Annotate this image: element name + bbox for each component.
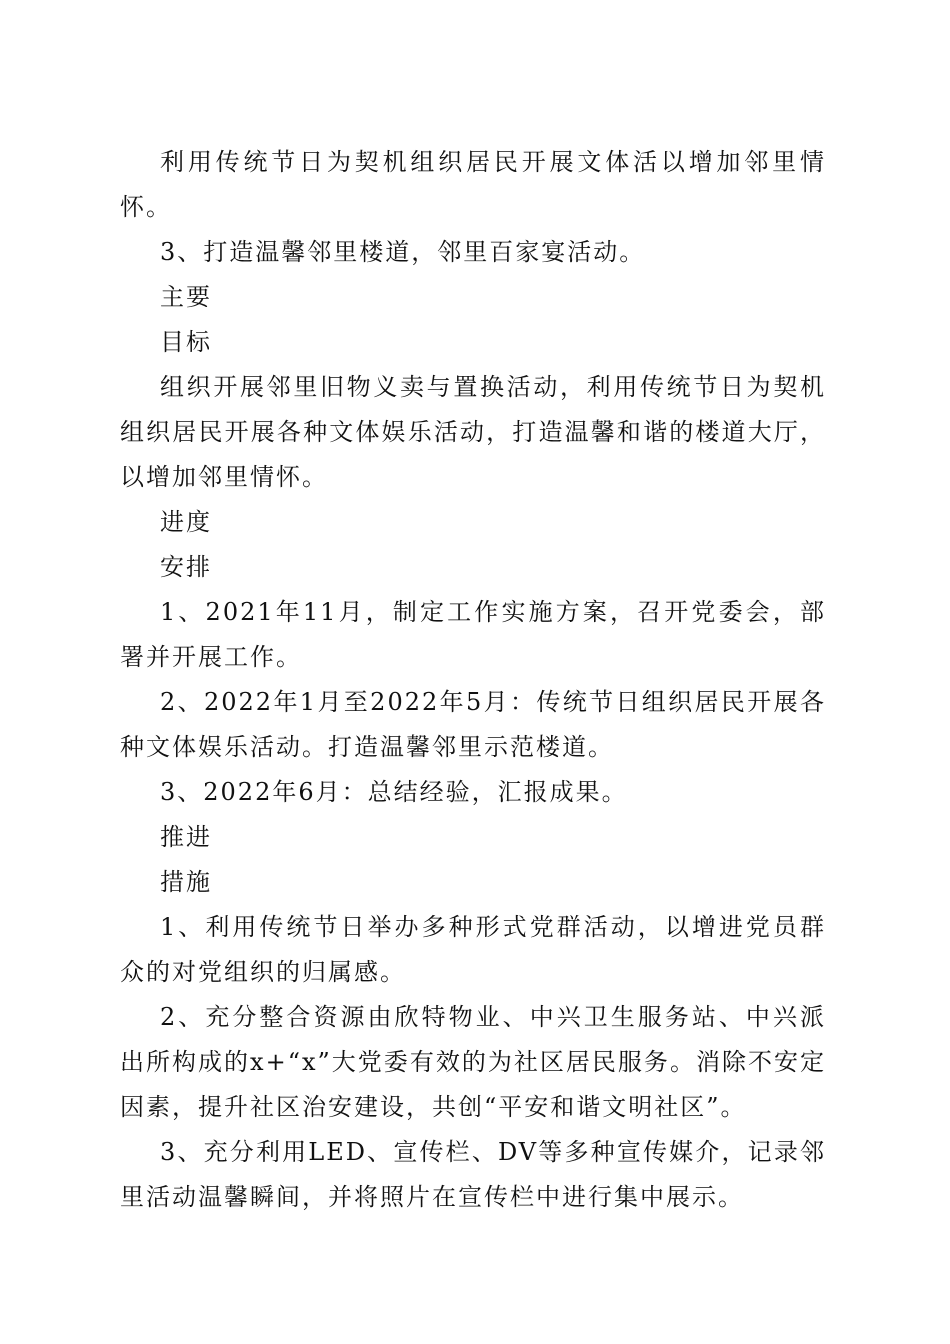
- paragraph: 1、利用传统节日举办多种形式党群活动，以增进党员群众的对党组织的归属感。: [120, 913, 826, 986]
- paragraph: 3、充分利用LED、宣传栏、DV等多种宣传媒介，记录邻里活动温馨瞬间，并将照片在宣传栏中进行集中展示。: [120, 1138, 826, 1211]
- paragraph: 1、2021年11月，制定工作实施方案，召开党委会，部署并开展工作。: [120, 598, 826, 671]
- section-heading: 进度: [160, 508, 212, 536]
- paragraph: 利用传统节日为契机组织居民开展文体活以增加邻里情怀。: [120, 148, 826, 221]
- document-body: [120, 140, 826, 1220]
- section-heading: 措施: [160, 868, 212, 896]
- paragraph: 3、2022年6月：总结经验，汇报成果。: [160, 778, 628, 806]
- section-heading: 主要: [160, 283, 212, 311]
- paragraph: 2、2022年1月至2022年5月：传统节日组织居民开展各种文体娱乐活动。打造温馨邻里示范楼道。: [120, 688, 826, 761]
- section-heading: 安排: [160, 553, 212, 581]
- paragraph: 组织开展邻里旧物义卖与置换活动，利用传统节日为契机组织居民开展各种文体娱乐活动，打造温馨和谐的楼道大厅，以增加邻里情怀。: [120, 373, 826, 491]
- paragraph: 3、打造温馨邻里楼道，邻里百家宴活动。: [160, 238, 646, 266]
- section-heading: 推进: [160, 823, 212, 851]
- section-heading: 目标: [160, 328, 212, 356]
- paragraph: 2、充分整合资源由欣特物业、中兴卫生服务站、中兴派出所构成的x+“x”大党委有效的为社区居民服务。消除不安定因素，提升社区治安建设，共创“平安和谐文明社区”。: [120, 1003, 826, 1121]
